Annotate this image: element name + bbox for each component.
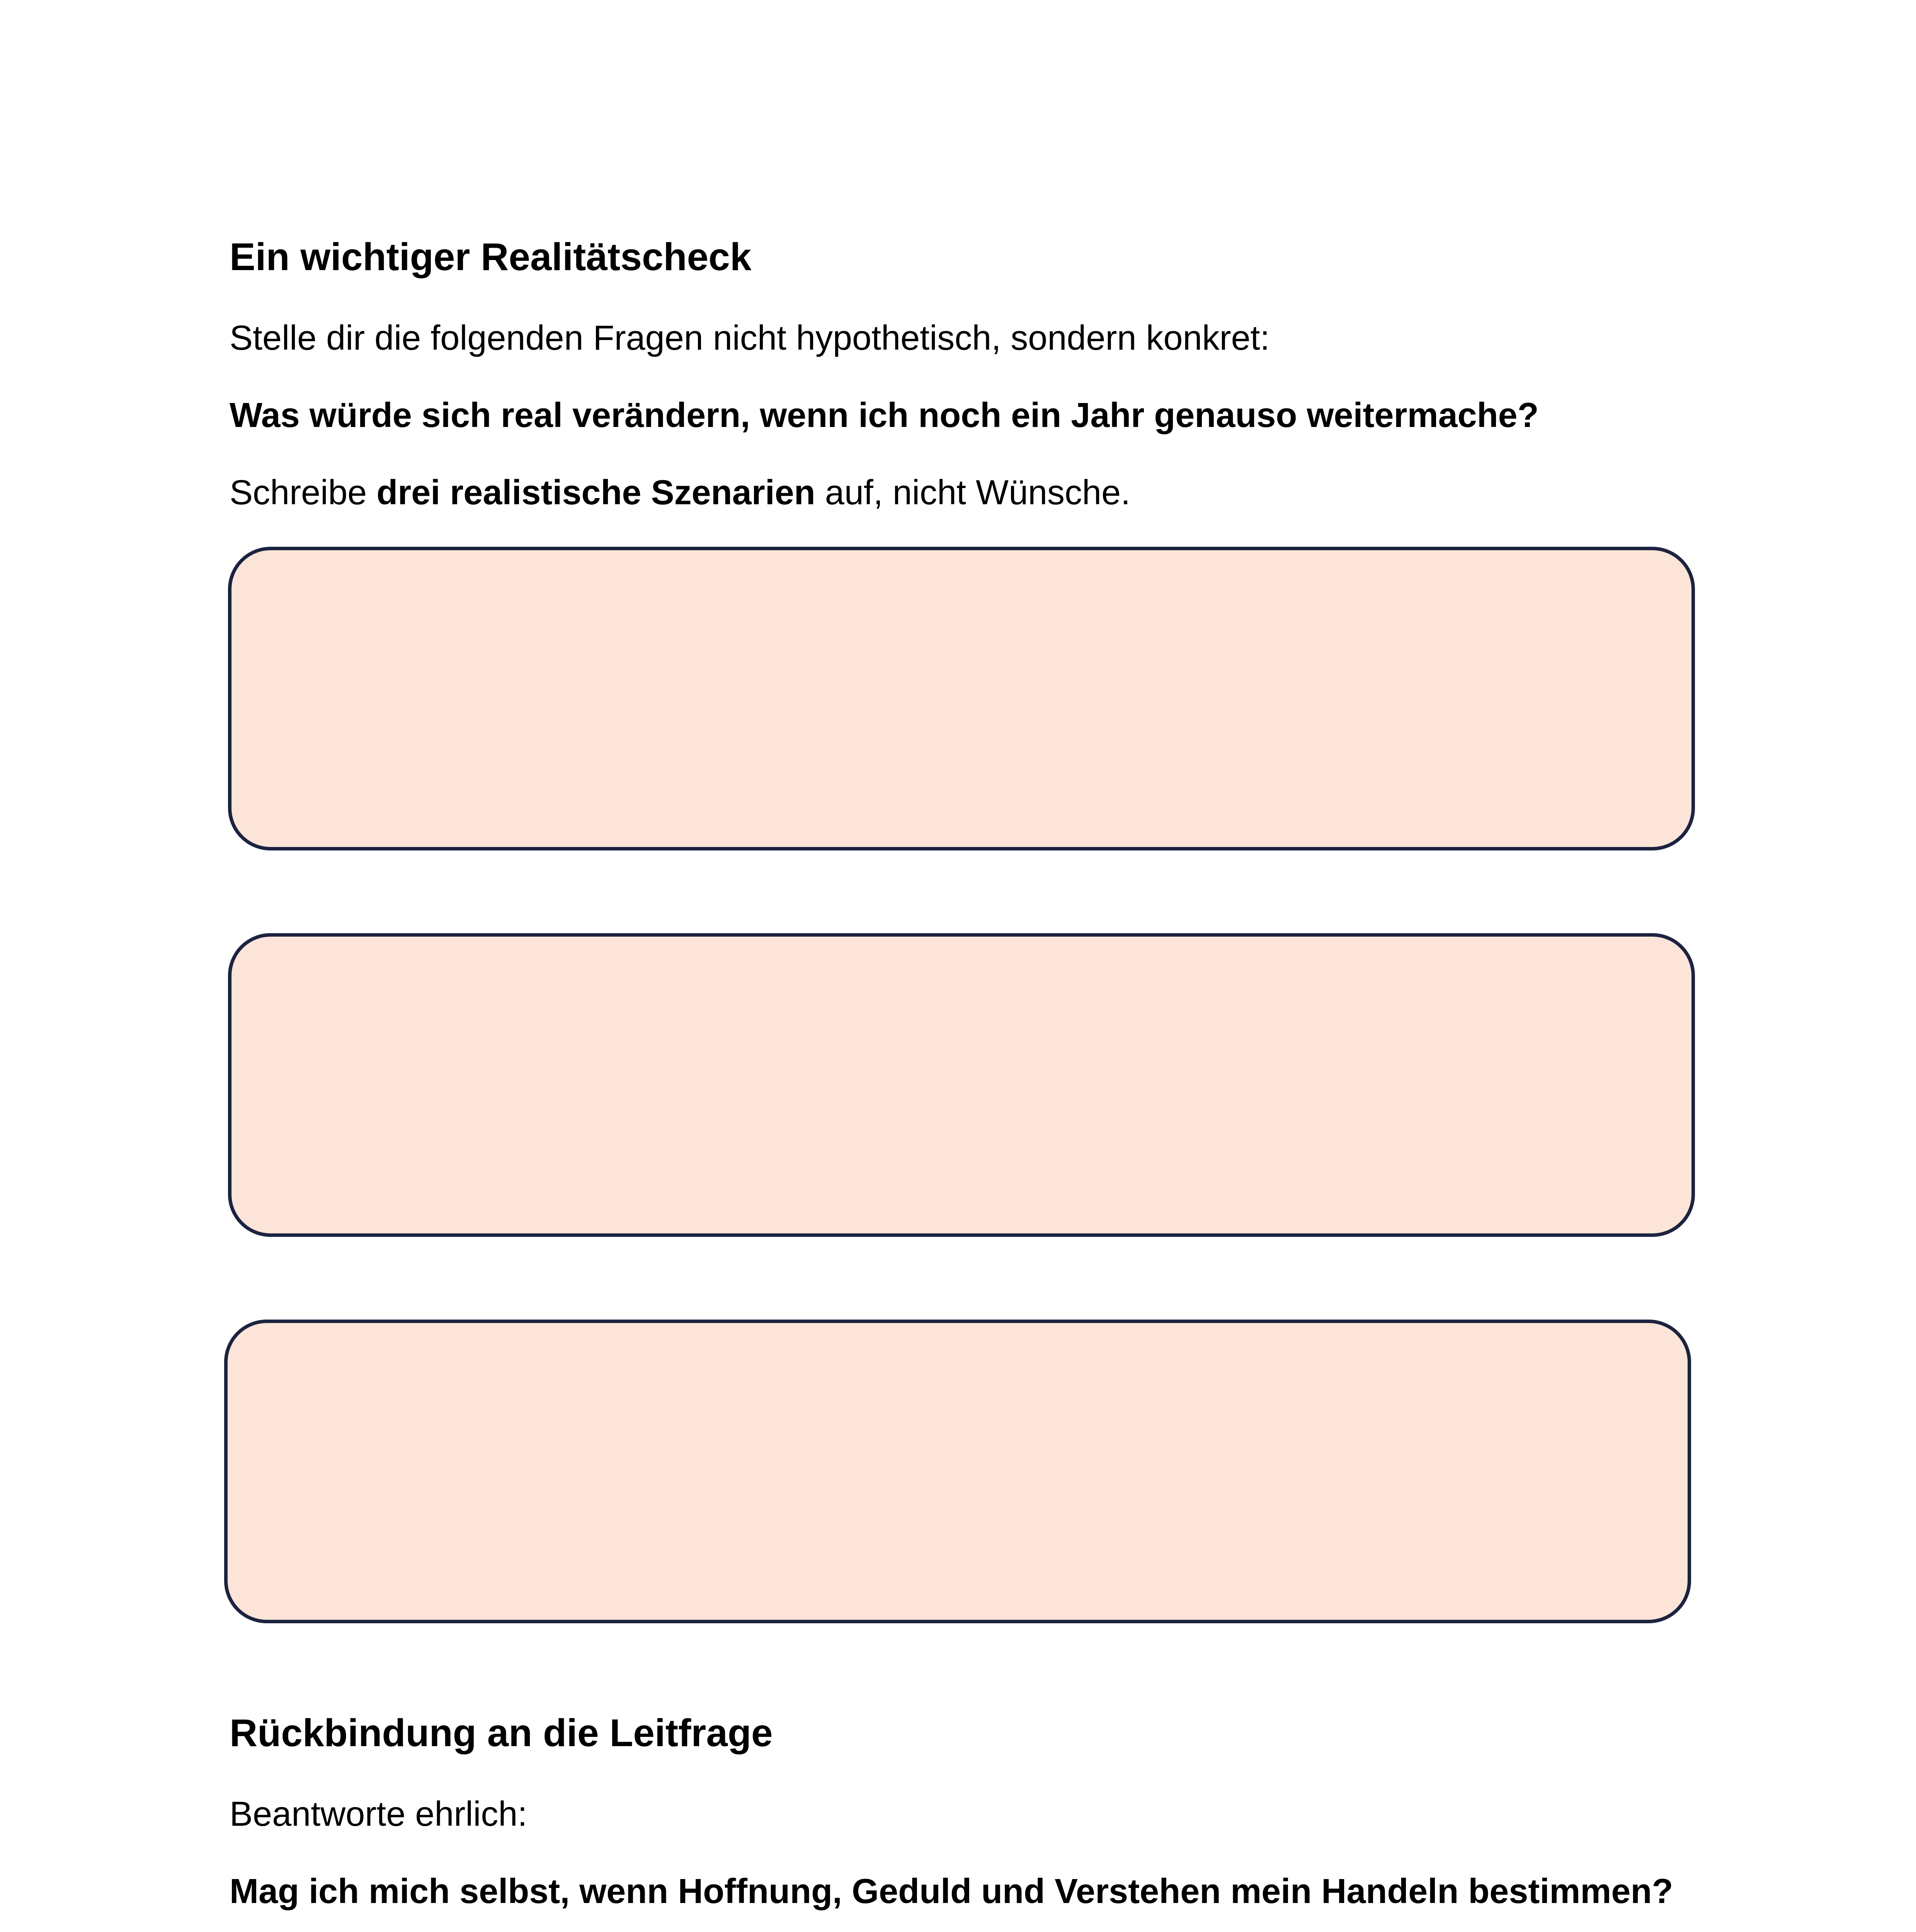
- section-intro-text: Stelle dir die folgenden Fragen nicht hypothetisch, sondern konkret:: [230, 319, 1270, 357]
- answer-box-scenario-1[interactable]: [228, 547, 1695, 850]
- instruction-suffix: auf, nicht Wünsche.: [815, 473, 1131, 512]
- instruction-emphasis: drei realistische Szenarien: [376, 473, 815, 512]
- instruction-prefix: Schreibe: [230, 473, 377, 512]
- section2-question: Mag ich mich selbst, wenn Hoffnung, Geduld und Verstehen mein Handeln bestimmen?: [230, 1872, 1673, 1911]
- section-question: Was würde sich real verändern, wenn ich noch ein Jahr genauso weitermache?: [230, 396, 1539, 435]
- section-heading-reality-check: Ein wichtiger Realitätscheck: [230, 235, 752, 279]
- answer-box-scenario-3[interactable]: [224, 1320, 1691, 1623]
- answer-box-scenario-2[interactable]: [228, 933, 1695, 1237]
- section-instruction: [230, 475, 1130, 510]
- section2-intro-text: Beantworte ehrlich:: [230, 1795, 527, 1833]
- section-heading-leitfrage: Rückbindung an die Leitfrage: [230, 1711, 773, 1755]
